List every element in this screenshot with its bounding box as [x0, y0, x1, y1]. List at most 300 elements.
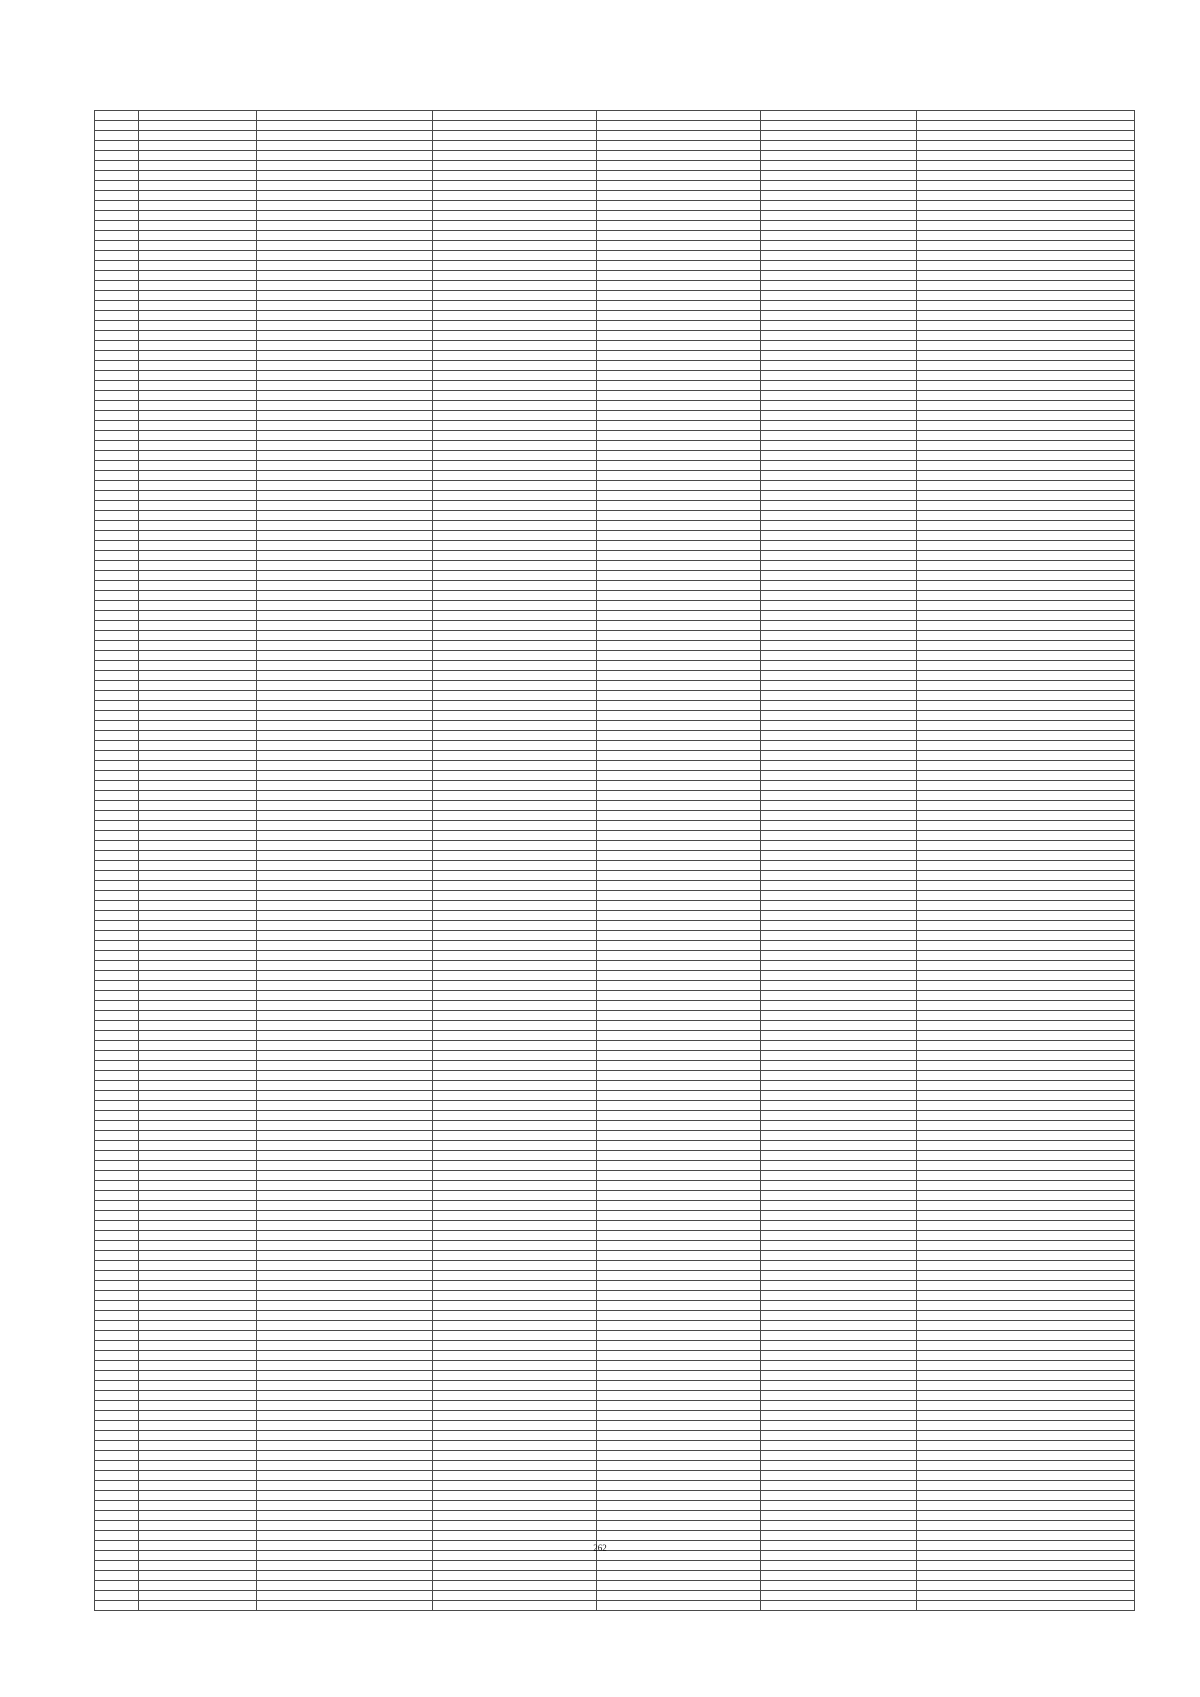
table-cell [917, 971, 1135, 981]
table-cell [761, 261, 917, 271]
table-cell [761, 1041, 917, 1051]
table-cell [139, 401, 257, 411]
table-cell [257, 971, 433, 981]
table-cell [139, 791, 257, 801]
table-cell [597, 441, 761, 451]
table-cell [433, 501, 597, 511]
table-cell [597, 1321, 761, 1331]
table-cell [433, 1521, 597, 1531]
table-cell [257, 221, 433, 231]
table-row [95, 291, 1135, 301]
table-cell [139, 811, 257, 821]
table-cell [95, 1261, 139, 1271]
table-cell [597, 1121, 761, 1131]
table-cell [257, 1141, 433, 1151]
table-cell [95, 1171, 139, 1181]
table-cell [761, 861, 917, 871]
table-cell [95, 761, 139, 771]
table-row [95, 1391, 1135, 1401]
table-cell [257, 661, 433, 671]
table-cell [761, 371, 917, 381]
table-cell [917, 1181, 1135, 1191]
table-cell [257, 1241, 433, 1251]
table-cell [433, 1191, 597, 1201]
table-cell [597, 1031, 761, 1041]
table-cell [761, 1231, 917, 1241]
table-cell [917, 121, 1135, 131]
table-cell [257, 411, 433, 421]
table-row [95, 1071, 1135, 1081]
table-cell [917, 841, 1135, 851]
table-cell [257, 1491, 433, 1501]
table-row [95, 1351, 1135, 1361]
table-row [95, 511, 1135, 521]
table-cell [433, 261, 597, 271]
table-cell [761, 201, 917, 211]
table-cell [597, 111, 761, 121]
table-cell [433, 221, 597, 231]
table-cell [139, 591, 257, 601]
table-cell [917, 1011, 1135, 1021]
table-row [95, 261, 1135, 271]
table-cell [761, 471, 917, 481]
table-cell [95, 811, 139, 821]
table-cell [257, 1571, 433, 1581]
table-cell [257, 961, 433, 971]
table-cell [761, 1111, 917, 1121]
table-cell [433, 1361, 597, 1371]
table-cell [597, 741, 761, 751]
table-cell [597, 1591, 761, 1601]
table-cell [761, 491, 917, 501]
table-cell [761, 1411, 917, 1421]
table-cell [761, 1351, 917, 1361]
table-cell [95, 421, 139, 431]
table-cell [761, 221, 917, 231]
table-cell [597, 931, 761, 941]
table-cell [95, 741, 139, 751]
table-cell [597, 1001, 761, 1011]
table-cell [95, 771, 139, 781]
table-cell [95, 1391, 139, 1401]
table-cell [433, 531, 597, 541]
table-cell [761, 1461, 917, 1471]
table-row [95, 951, 1135, 961]
table-cell [597, 1281, 761, 1291]
table-row [95, 361, 1135, 371]
table-cell [95, 221, 139, 231]
table-cell [257, 951, 433, 961]
table-cell [257, 371, 433, 381]
table-cell [597, 191, 761, 201]
table-cell [139, 321, 257, 331]
table-cell [95, 661, 139, 671]
table-cell [257, 251, 433, 261]
table-cell [433, 931, 597, 941]
table-cell [433, 1401, 597, 1411]
table-cell [761, 731, 917, 741]
table-cell [917, 1261, 1135, 1271]
table-cell [95, 1311, 139, 1321]
table-cell [433, 791, 597, 801]
table-cell [139, 671, 257, 681]
table-cell [917, 1471, 1135, 1481]
table-cell [257, 1161, 433, 1171]
table-cell [95, 841, 139, 851]
table-cell [433, 1351, 597, 1361]
table-cell [95, 751, 139, 761]
table-cell [761, 991, 917, 1001]
table-cell [139, 1381, 257, 1391]
table-cell [761, 681, 917, 691]
table-row [95, 1181, 1135, 1191]
table-cell [917, 641, 1135, 651]
table-cell [433, 1451, 597, 1461]
table-cell [139, 1161, 257, 1171]
table-cell [433, 611, 597, 621]
table-cell [761, 1051, 917, 1061]
table-cell [597, 641, 761, 651]
table-cell [433, 1251, 597, 1261]
table-cell [95, 641, 139, 651]
table-cell [597, 861, 761, 871]
table-cell [95, 171, 139, 181]
table-row [95, 591, 1135, 601]
table-cell [433, 871, 597, 881]
table-cell [433, 961, 597, 971]
table-cell [761, 1421, 917, 1431]
table-cell [917, 721, 1135, 731]
table-cell [597, 701, 761, 711]
table-cell [433, 1441, 597, 1451]
table-cell [597, 181, 761, 191]
table-cell [917, 491, 1135, 501]
table-cell [257, 261, 433, 271]
table-cell [95, 1531, 139, 1541]
table-cell [761, 631, 917, 641]
table-cell [257, 1111, 433, 1121]
table-cell [917, 211, 1135, 221]
table-cell [597, 1561, 761, 1571]
table-cell [257, 791, 433, 801]
table-cell [139, 121, 257, 131]
table-cell [761, 1261, 917, 1271]
table-cell [917, 281, 1135, 291]
table-cell [433, 661, 597, 671]
table-cell [761, 581, 917, 591]
table-cell [433, 671, 597, 681]
table-cell [139, 971, 257, 981]
table-cell [917, 131, 1135, 141]
table-cell [95, 481, 139, 491]
table-cell [433, 1311, 597, 1321]
table-cell [433, 171, 597, 181]
table-cell [917, 991, 1135, 1001]
table-cell [433, 571, 597, 581]
table-cell [761, 1281, 917, 1291]
table-cell [95, 211, 139, 221]
table-cell [597, 571, 761, 581]
table-cell [433, 1061, 597, 1071]
table-cell [917, 631, 1135, 641]
table-cell [597, 1501, 761, 1511]
table-row [95, 851, 1135, 861]
table-cell [139, 261, 257, 271]
table-cell [761, 1401, 917, 1411]
table-cell [433, 1261, 597, 1271]
table-cell [257, 1581, 433, 1591]
table-cell [139, 771, 257, 781]
table-cell [95, 441, 139, 451]
table-cell [917, 601, 1135, 611]
table-cell [257, 1411, 433, 1421]
table-cell [433, 1471, 597, 1481]
table-row [95, 891, 1135, 901]
table-cell [95, 251, 139, 261]
table-cell [139, 761, 257, 771]
table-cell [917, 231, 1135, 241]
table-cell [761, 621, 917, 631]
table-cell [139, 1481, 257, 1491]
table-cell [139, 1341, 257, 1351]
table-cell [139, 1311, 257, 1321]
table-row [95, 1321, 1135, 1331]
table-cell [139, 1181, 257, 1191]
table-row [95, 1571, 1135, 1581]
table-cell [139, 801, 257, 811]
table-row [95, 231, 1135, 241]
table-cell [433, 1121, 597, 1131]
table-row [95, 201, 1135, 211]
table-cell [917, 471, 1135, 481]
table-cell [257, 431, 433, 441]
table-cell [95, 951, 139, 961]
table-cell [597, 211, 761, 221]
table-cell [917, 361, 1135, 371]
table-cell [139, 1261, 257, 1271]
table-cell [433, 381, 597, 391]
table-cell [139, 581, 257, 591]
table-cell [139, 1251, 257, 1261]
table-cell [433, 911, 597, 921]
table-cell [95, 1011, 139, 1021]
table-row [95, 1341, 1135, 1351]
table-row [95, 781, 1135, 791]
table-cell [761, 591, 917, 601]
table-cell [761, 1581, 917, 1591]
table-cell [917, 621, 1135, 631]
table-cell [433, 251, 597, 261]
table-cell [433, 1241, 597, 1251]
table-cell [95, 191, 139, 201]
table-cell [761, 1341, 917, 1351]
table-cell [95, 1471, 139, 1481]
table-cell [761, 1141, 917, 1151]
table-cell [597, 261, 761, 271]
table-cell [139, 1321, 257, 1331]
table-cell [597, 271, 761, 281]
table-cell [95, 871, 139, 881]
table-cell [139, 1191, 257, 1201]
table-cell [139, 1581, 257, 1591]
table-cell [95, 1451, 139, 1461]
table-cell [257, 141, 433, 151]
table-cell [917, 1171, 1135, 1181]
table-cell [257, 511, 433, 521]
table-cell [257, 691, 433, 701]
table-cell [597, 731, 761, 741]
table-row [95, 461, 1135, 471]
table-cell [597, 1221, 761, 1231]
table-row [95, 1271, 1135, 1281]
table-cell [761, 1531, 917, 1541]
table-cell [433, 761, 597, 771]
table-cell [139, 251, 257, 261]
table-cell [433, 801, 597, 811]
table-cell [95, 541, 139, 551]
table-cell [139, 851, 257, 861]
table-cell [917, 191, 1135, 201]
table-cell [597, 1181, 761, 1191]
table-cell [761, 851, 917, 861]
table-cell [139, 161, 257, 171]
table-row [95, 171, 1135, 181]
table-cell [597, 771, 761, 781]
table-cell [917, 141, 1135, 151]
table-cell [597, 991, 761, 1001]
table-cell [597, 381, 761, 391]
table-cell [139, 541, 257, 551]
table-cell [139, 1351, 257, 1361]
table-cell [433, 1591, 597, 1601]
table-cell [761, 821, 917, 831]
table-cell [139, 1471, 257, 1481]
table-cell [597, 791, 761, 801]
table-cell [95, 351, 139, 361]
table-cell [139, 571, 257, 581]
table-row [95, 1211, 1135, 1221]
table-cell [761, 1561, 917, 1571]
table-cell [597, 1231, 761, 1241]
table-row [95, 561, 1135, 571]
table-row [95, 981, 1135, 991]
table-cell [95, 431, 139, 441]
table-cell [139, 711, 257, 721]
table-cell [917, 1401, 1135, 1411]
table-cell [917, 791, 1135, 801]
table-row [95, 1381, 1135, 1391]
table-cell [761, 1441, 917, 1451]
table-cell [139, 141, 257, 151]
table-cell [257, 881, 433, 891]
table-cell [917, 681, 1135, 691]
table-cell [597, 781, 761, 791]
table-cell [917, 151, 1135, 161]
table-cell [95, 1241, 139, 1251]
table-cell [917, 1501, 1135, 1511]
table-cell [597, 451, 761, 461]
table-row [95, 1431, 1135, 1441]
table-row [95, 251, 1135, 261]
table-cell [95, 581, 139, 591]
table-cell [761, 711, 917, 721]
table-row [95, 1311, 1135, 1321]
table-cell [917, 821, 1135, 831]
table-cell [95, 831, 139, 841]
table-cell [257, 1261, 433, 1271]
table-cell [139, 1211, 257, 1221]
table-cell [433, 211, 597, 221]
table-row [95, 641, 1135, 651]
table-cell [761, 1191, 917, 1201]
table-cell [139, 741, 257, 751]
table-cell [597, 121, 761, 131]
table-cell [139, 1431, 257, 1441]
table-cell [597, 821, 761, 831]
table-cell [95, 131, 139, 141]
table-cell [597, 151, 761, 161]
table-cell [139, 291, 257, 301]
table-cell [597, 501, 761, 511]
table-cell [139, 641, 257, 651]
table-cell [257, 1081, 433, 1091]
table-cell [917, 1421, 1135, 1431]
table-cell [257, 751, 433, 761]
table-cell [257, 361, 433, 371]
table-cell [761, 461, 917, 471]
table-cell [761, 381, 917, 391]
table-cell [761, 651, 917, 661]
table-cell [761, 831, 917, 841]
table-cell [597, 1261, 761, 1271]
table-cell [761, 1511, 917, 1521]
table-cell [597, 1451, 761, 1461]
table-cell [139, 381, 257, 391]
table-row [95, 1371, 1135, 1381]
table-cell [139, 1051, 257, 1061]
table-row [95, 541, 1135, 551]
table-row [95, 161, 1135, 171]
table-cell [433, 1151, 597, 1161]
table-cell [139, 1561, 257, 1571]
table-cell [597, 481, 761, 491]
table-cell [433, 811, 597, 821]
table-cell [597, 371, 761, 381]
table-cell [257, 1031, 433, 1041]
table-cell [761, 721, 917, 731]
table-cell [95, 931, 139, 941]
table-cell [433, 821, 597, 831]
table-cell [917, 1121, 1135, 1131]
table-cell [917, 1491, 1135, 1501]
table-cell [597, 461, 761, 471]
table-row [95, 1291, 1135, 1301]
table-cell [139, 1141, 257, 1151]
table-cell [95, 801, 139, 811]
table-cell [917, 1111, 1135, 1121]
table-cell [917, 1031, 1135, 1041]
table-cell [139, 821, 257, 831]
table-cell [761, 1361, 917, 1371]
table-cell [433, 1411, 597, 1421]
table-cell [139, 731, 257, 741]
table-cell [257, 131, 433, 141]
table-cell [433, 271, 597, 281]
table-cell [761, 1431, 917, 1441]
table-cell [257, 1511, 433, 1521]
table-cell [257, 161, 433, 171]
table-cell [597, 1391, 761, 1401]
